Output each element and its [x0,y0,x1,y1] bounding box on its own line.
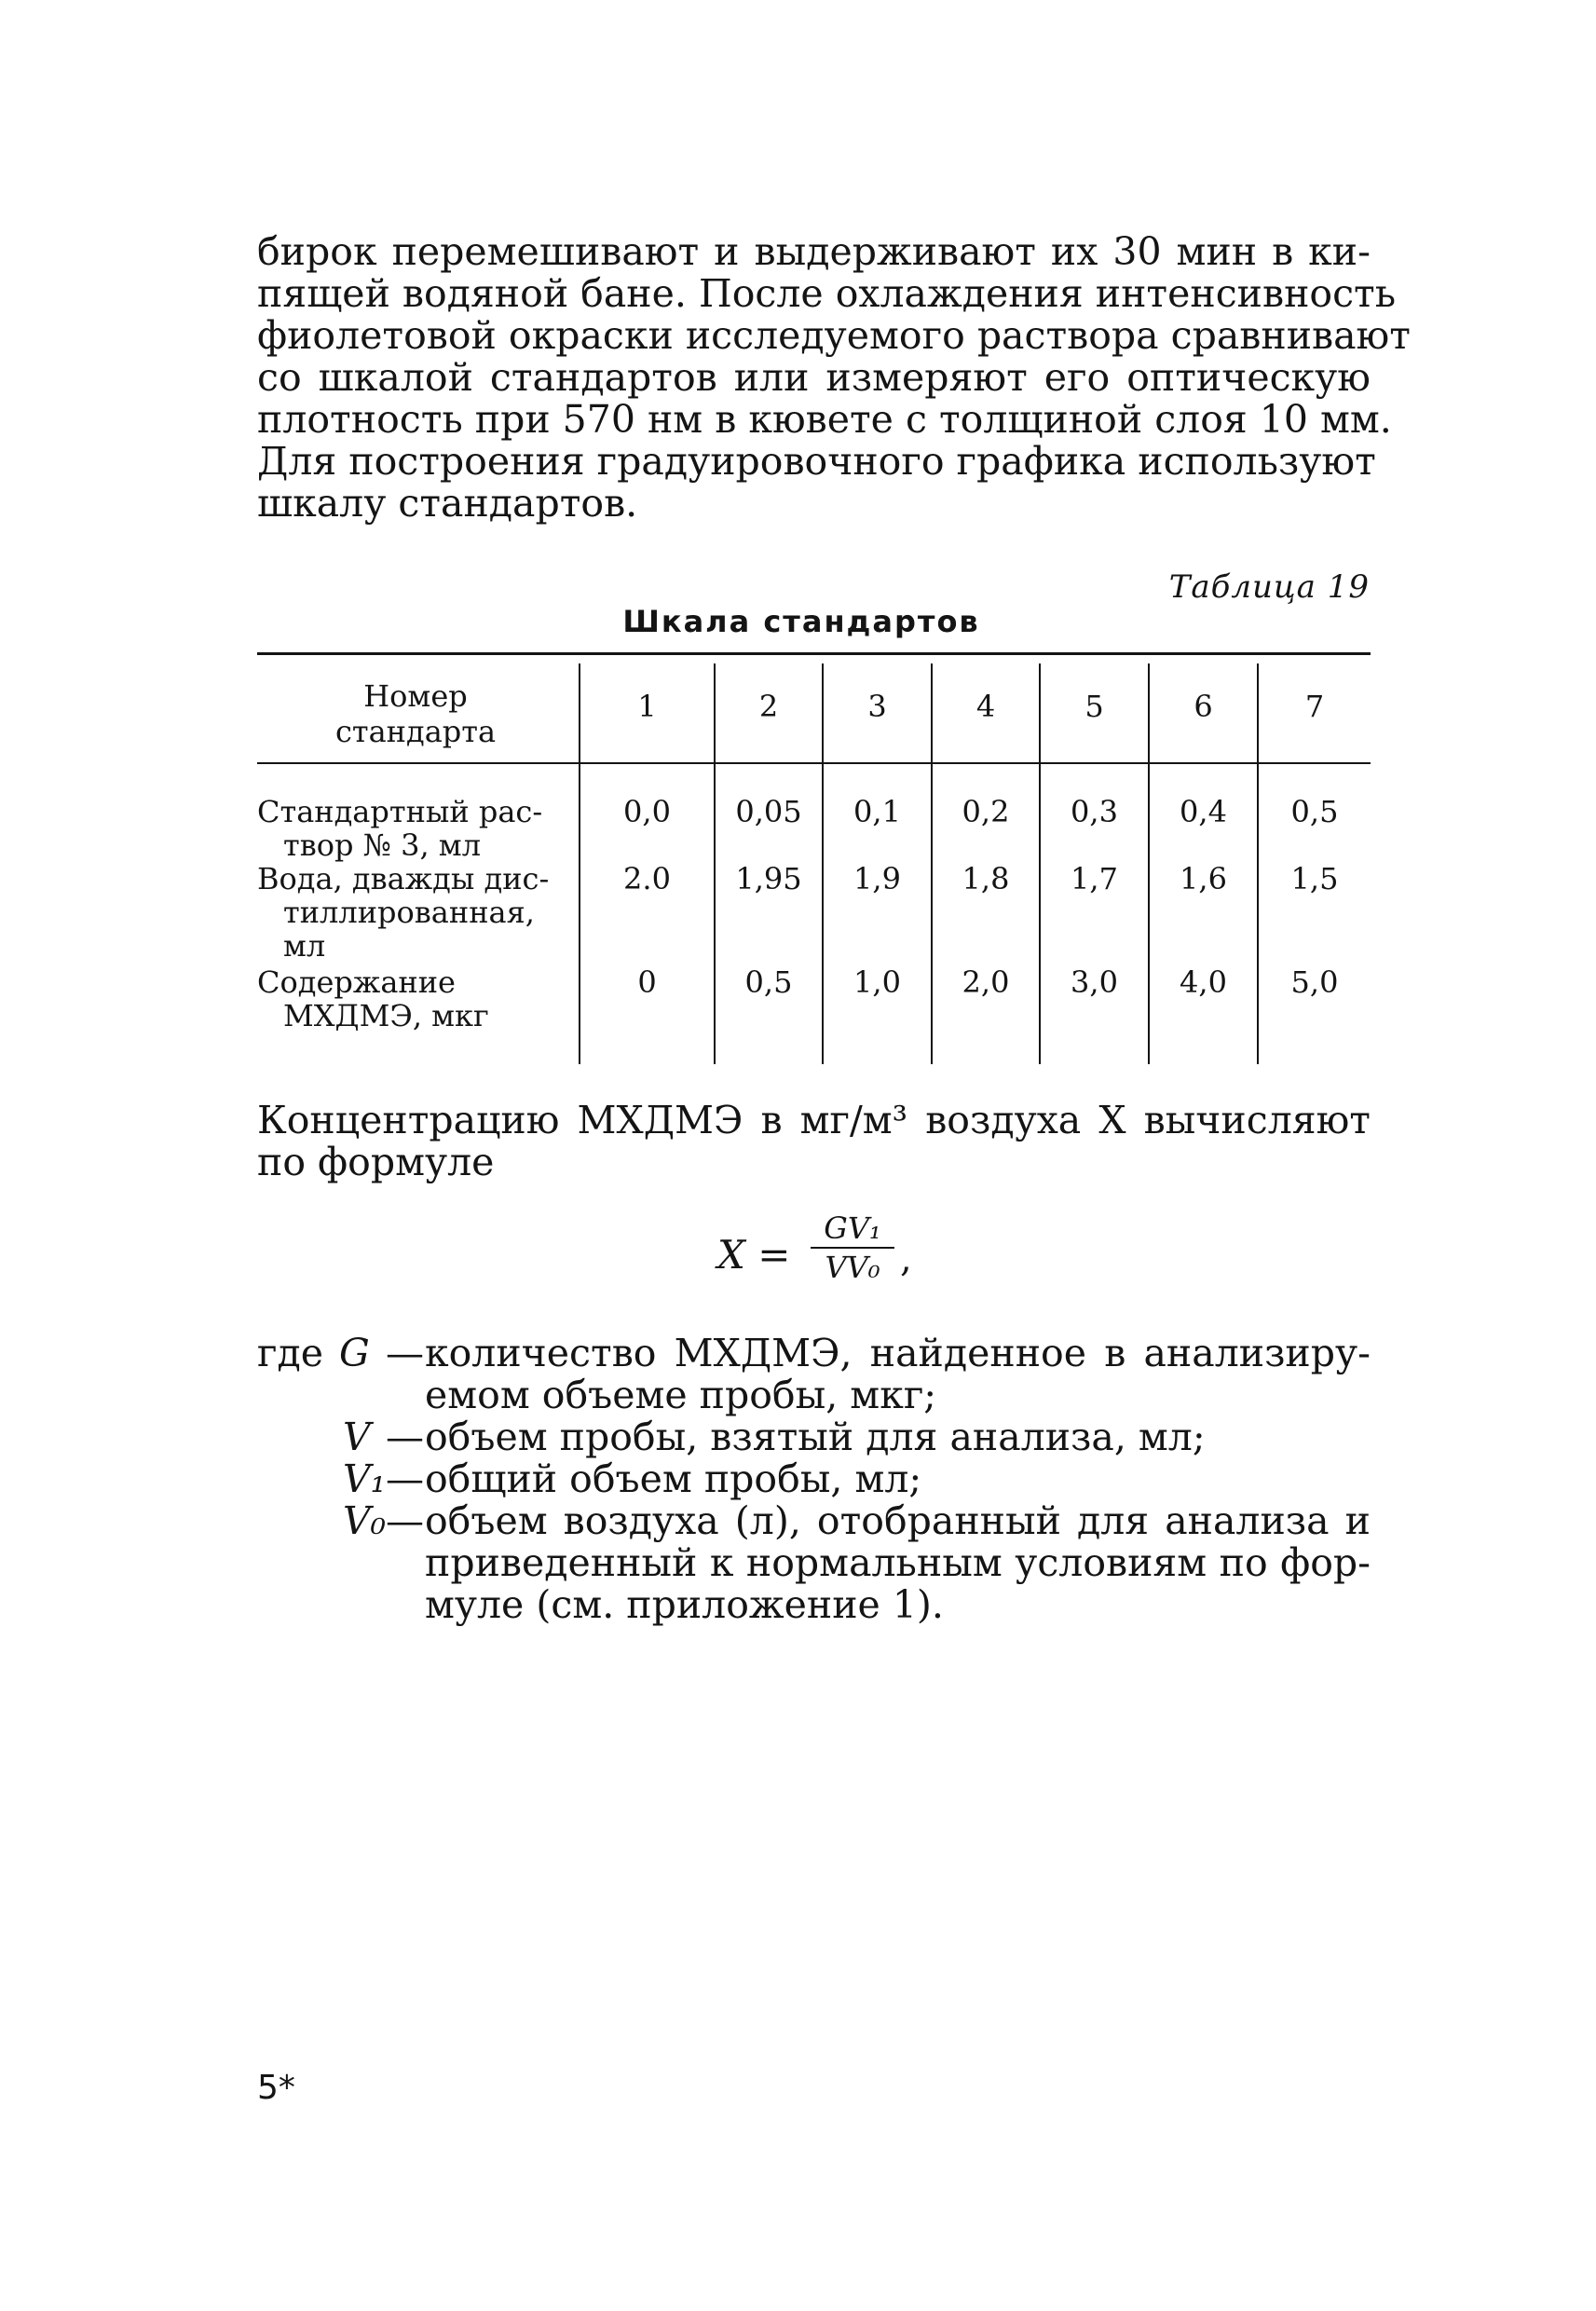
row-label [257,862,574,963]
definition-text [425,1498,1371,1627]
definitions-prefix: где [257,1331,323,1375]
table-cell: 0,1 [853,794,901,829]
table-cell: 1,0 [853,964,901,1000]
column-header: 6 [1194,689,1213,724]
table-cell: 1,5 [1290,861,1339,896]
row-label-line: Содержание [257,964,456,1000]
formula-fraction [811,1211,894,1284]
intro-line: шкалу стандартов. [257,481,638,526]
row-label-line: тиллированная, [283,895,535,930]
column-header: 4 [975,689,996,724]
concentration-formula [717,1211,997,1305]
definition-text [425,1331,1371,1417]
header-label [257,678,574,749]
table-cell: 0,5 [1290,794,1339,829]
intro-line: плотность при 570 нм в кювете с толщиной слоя 10 мм. [257,397,1392,442]
intro-line: пящей водяной бане. После охлаждения интенсивность [257,271,1397,316]
column-header: 1 [637,689,657,724]
definition-symbol: V₀ [343,1498,387,1543]
table-cell: 1,8 [962,861,1010,896]
definition-text [425,1456,1371,1501]
definition-dash: — [386,1498,424,1543]
row-label-line: Вода, дважды дис- [257,861,550,896]
variable-definitions [257,1333,1371,1626]
header-label-line: Номер [363,678,468,714]
header-label-line: стандарта [334,714,497,749]
definition-text [425,1415,1371,1459]
intro-paragraph [257,229,1411,526]
table-cell: 1,6 [1180,861,1227,896]
table-cell: 0,2 [962,794,1010,829]
definition-line: объем воздуха (л), отобранный для анализа и [425,1498,1371,1543]
row-label-line: мл [283,928,326,964]
definition-dash: — [386,1456,424,1501]
column-header: 2 [758,689,779,724]
definition-line: объем пробы, взятый для анализа, мл; [425,1415,1206,1459]
table-top-rule [257,652,1371,655]
column-header: 3 [867,689,887,724]
fraction-bar [811,1247,894,1249]
definition-line: муле (см. приложение 1). [425,1582,944,1627]
standards-table [257,652,1371,1072]
intro-line: Для построения градуировочного графика используют [257,439,1376,484]
definition-line: количество МХДМЭ, найденное в анализиру- [425,1331,1371,1375]
table-caption: Таблица 19 [1168,568,1370,606]
intro-line: бирок перемешивают и выдерживают их 30 мин в ки- [257,229,1371,274]
table-cell: 1,7 [1071,861,1118,896]
table-cell: 0,5 [744,964,793,1000]
table-cell: 1,95 [735,861,802,896]
intro-line: фиолетовой окраски исследуемого раствора сравнивают [257,313,1411,358]
intro-line: со шкалой стандартов или измеряют его оптическую [257,355,1371,400]
formula-numerator: GV₁ [824,1210,881,1246]
table-cell: 5,0 [1290,964,1339,1000]
concentration-line: Концентрацию МХДМЭ в мг/м³ воздуха X вычисляют [257,1098,1371,1142]
definition-dash: — [386,1415,424,1459]
formula-lhs: X = [717,1232,791,1278]
page-footer-marker: 5* [257,2069,295,2107]
row-label [257,795,574,862]
definition-line: приведенный к нормальным условиям по фор- [425,1540,1371,1585]
definition-dash: — [386,1331,424,1375]
table-cell: 4,0 [1180,964,1227,1000]
row-label-line: Стандартный рас- [257,794,543,829]
definition-row [257,1416,1371,1458]
formula-trail: , [900,1238,912,1280]
definition-row [257,1458,1371,1500]
definition-symbol: V₁ [343,1456,387,1501]
table-cell: 2,0 [962,964,1010,1000]
definition-symbol: G [339,1331,370,1375]
definition-row [257,1333,1371,1416]
row-label-line: МХДМЭ, мкг [283,998,489,1033]
definition-symbol: V [343,1415,371,1459]
table-cell: 0 [637,964,657,1000]
row-label-line: твор № 3, мл [283,827,482,863]
definition-row [257,1500,1371,1626]
table-cell: 0,0 [623,794,671,829]
table-cell: 0,05 [735,794,802,829]
table-header-rule [257,762,1371,764]
definition-line: общий объем пробы, мл; [425,1456,922,1501]
table-cell: 0,4 [1180,794,1227,829]
table-title: Шкала стандартов [622,604,980,639]
column-header: 5 [1084,689,1104,724]
concentration-line: по формуле [257,1140,495,1184]
table-cell: 3,0 [1071,964,1118,1000]
row-label [257,965,574,1032]
column-header: 7 [1304,689,1325,724]
formula-denominator: VV₀ [825,1250,880,1285]
definition-line: емом объеме пробы, мкг; [425,1373,937,1417]
table-cell: 2.0 [623,861,671,896]
concentration-paragraph [257,1100,1371,1183]
table-cell: 0,3 [1071,794,1118,829]
table-cell: 1,9 [853,861,901,896]
